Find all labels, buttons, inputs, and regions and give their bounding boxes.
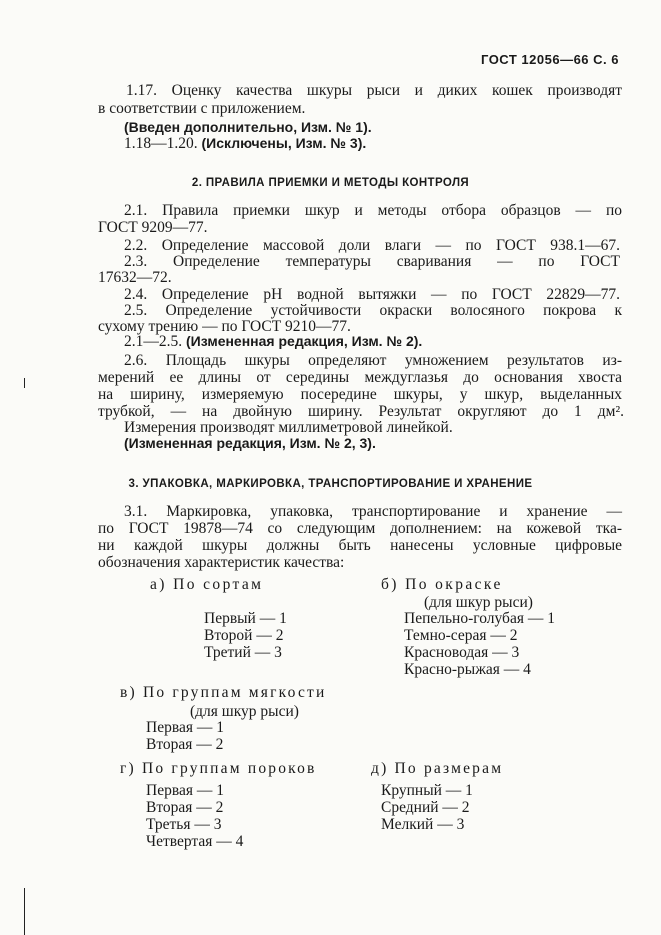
list-item: Первая — 1 xyxy=(146,782,224,799)
list-b-title: б) По окраске xyxy=(381,576,503,593)
p23-line1: 2.3. Определение температуры сваривания — по ГОСТ xyxy=(124,253,620,270)
list-item: Четвертая — 4 xyxy=(146,833,244,850)
list-item: Первая — 1 xyxy=(146,719,224,736)
p25-note-num: 2.1—2.5. xyxy=(124,333,183,350)
list-item: Первый — 1 xyxy=(204,610,287,627)
list-v-title: в) По группам мягкости xyxy=(120,684,327,701)
p31-line4: обозначения характеристик качества: xyxy=(98,554,345,571)
p118-num: 1.18—1.20. xyxy=(124,135,198,152)
p25-note: (Измененная редакция, Изм. № 2). xyxy=(186,333,423,349)
p21-line1: 2.1. Правила приемки шкур и методы отбора образцов — по xyxy=(124,202,622,219)
p26-line3: на ширину, измеряемую посередине шкуры, у шкур, выделанных xyxy=(98,386,622,403)
p118-line xyxy=(124,134,366,153)
list-item: Третья — 3 xyxy=(146,816,222,833)
p23-line2: 17632—72. xyxy=(98,269,172,286)
p25-line2: сухому трению — по ГОСТ 9210—77. xyxy=(98,318,351,335)
list-item: Пепельно-голубая — 1 xyxy=(404,610,555,627)
p24-line: 2.4. Определение pH водной вытяжки — по ГОСТ 22829—77. xyxy=(124,286,620,303)
list-g-title: г) По группам пороков xyxy=(120,760,317,777)
list-a-title: а) По сортам xyxy=(150,576,264,593)
p25-note-line xyxy=(124,332,422,351)
p26-line4: трубкой, — на двойную ширину. Результат округляют до 1 дм². xyxy=(98,403,624,420)
p118-note: (Исключены, Изм. № 3). xyxy=(201,135,367,151)
p31-line1: 3.1. Маркировка, упаковка, транспортирование и хранение — xyxy=(124,503,622,520)
p26-line5: Измерения производят миллиметровой линейкой. xyxy=(124,419,453,436)
list-item: Красно-рыжая — 4 xyxy=(404,661,531,678)
p117-line1: 1.17. Оценку качества шкуры рыси и диких кошек производят xyxy=(126,82,622,99)
list-item: Третий — 3 xyxy=(204,644,282,661)
list-item: Крупный — 1 xyxy=(381,782,473,799)
p117-note: (Введен дополнительно, Изм. № 1). xyxy=(124,119,372,135)
list-item: Красноводая — 3 xyxy=(404,644,520,661)
binding-rule xyxy=(24,888,25,935)
list-b-subtitle: (для шкур рыси) xyxy=(424,594,533,611)
list-item: Средний — 2 xyxy=(381,799,470,816)
p117-line2: в соответствии с приложением. xyxy=(98,100,306,117)
p22-line: 2.2. Определение массовой доли влаги — по ГОСТ 938.1—67. xyxy=(124,237,620,254)
p31-line3: ни каждой шкуры должны быть нанесены условные цифровые xyxy=(98,537,622,554)
page-header: ГОСТ 12056—66 С. 6 xyxy=(481,52,619,67)
section2-heading: 2. ПРАВИЛА ПРИЕМКИ И МЕТОДЫ КОНТРОЛЯ xyxy=(191,177,470,189)
list-item: Вторая — 2 xyxy=(146,736,224,753)
list-v-subtitle: (для шкур рыси) xyxy=(190,703,299,720)
p26-line2: мерений ее длины от середины междуглазья до основания хвоста xyxy=(98,369,622,386)
list-item: Мелкий — 3 xyxy=(381,816,465,833)
list-item: Вторая — 2 xyxy=(146,799,224,816)
list-item: Темно-серая — 2 xyxy=(404,627,518,644)
binding-mark xyxy=(24,378,25,388)
p26-note: (Измененная редакция, Изм. № 2, 3). xyxy=(124,435,376,451)
p25-line1: 2.5. Определение устойчивости окраски волосяного покрова к xyxy=(124,302,622,319)
section3-heading: 3. УПАКОВКА, МАРКИРОВКА, ТРАНСПОРТИРОВАНИЕ И ХРАНЕНИЕ xyxy=(128,478,533,490)
p21-line2: ГОСТ 9209—77. xyxy=(98,219,208,236)
p31-line2: по ГОСТ 19878—74 со следующим дополнением: на кожевой тка- xyxy=(98,520,622,537)
list-d-title: д) По размерам xyxy=(371,760,504,777)
list-item: Второй — 2 xyxy=(204,627,284,644)
p26-line1: 2.6. Площадь шкуры определяют умножением результатов из- xyxy=(124,352,622,369)
